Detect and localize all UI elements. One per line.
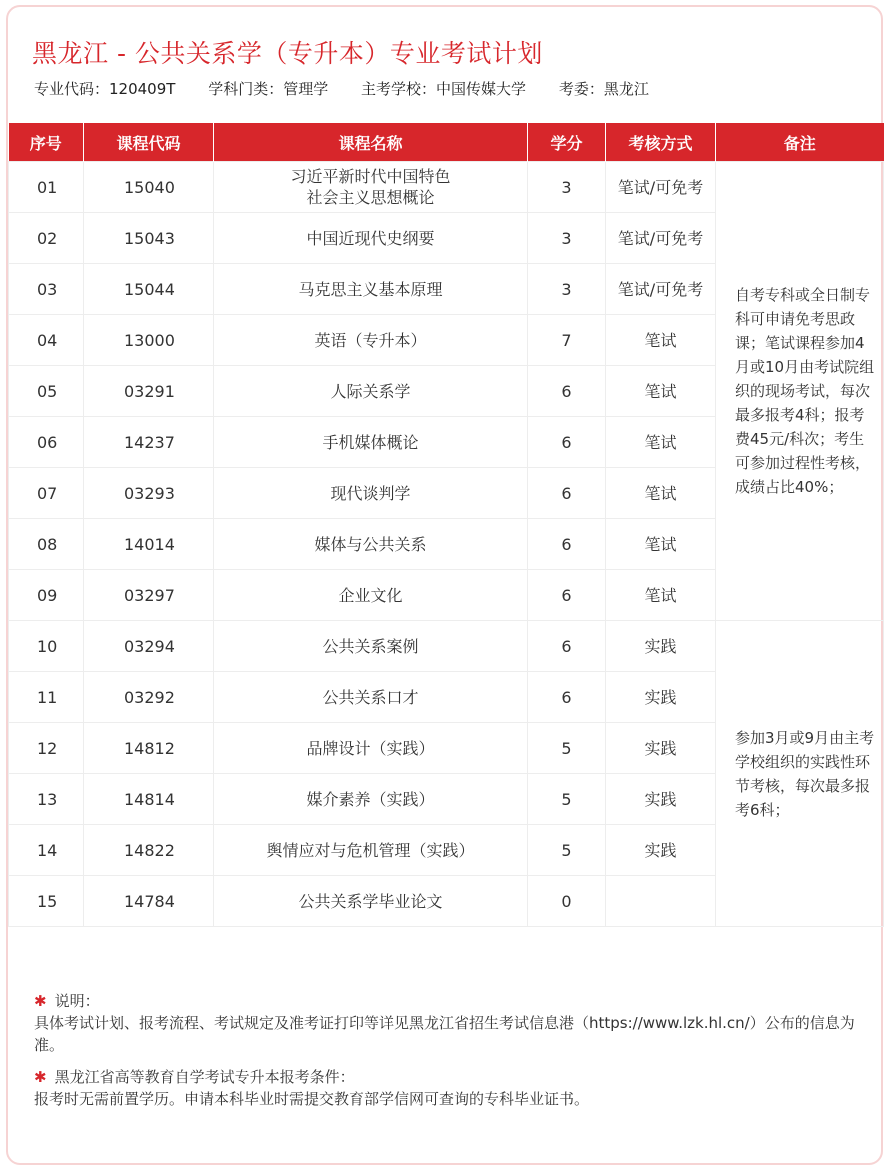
exam-committee: 考委：黑龙江	[558, 80, 649, 98]
cell-credit: 6	[528, 468, 606, 519]
asterisk-icon: ✱	[34, 1068, 47, 1086]
cell-method: 笔试/可免考	[606, 162, 716, 213]
cell-no: 10	[9, 621, 84, 672]
cell-method: 笔试/可免考	[606, 264, 716, 315]
cell-credit: 6	[528, 621, 606, 672]
cell-credit: 3	[528, 162, 606, 213]
cell-no: 09	[9, 570, 84, 621]
cell-course-name: 公共关系案例	[214, 621, 528, 672]
cell-course-name: 现代谈判学	[214, 468, 528, 519]
cell-credit: 7	[528, 315, 606, 366]
cell-no: 07	[9, 468, 84, 519]
cell-course-name: 公共关系口才	[214, 672, 528, 723]
subject-category: 学科门类：管理学	[208, 80, 329, 98]
cell-credit: 6	[528, 417, 606, 468]
cell-code: 03293	[84, 468, 214, 519]
cell-code: 14822	[84, 825, 214, 876]
cell-course-name: 中国近现代史纲要	[214, 213, 528, 264]
cell-no: 11	[9, 672, 84, 723]
cell-code: 15044	[84, 264, 214, 315]
note1-heading: ✱ 说明：	[34, 992, 100, 1010]
cell-code: 14014	[84, 519, 214, 570]
table-header-row	[9, 123, 884, 162]
table-body	[9, 162, 884, 927]
cell-course-name: 公共关系学毕业论文	[214, 876, 528, 927]
cell-code: 03292	[84, 672, 214, 723]
cell-method: 笔试	[606, 417, 716, 468]
cell-method	[606, 876, 716, 927]
cell-no: 02	[9, 213, 84, 264]
cell-method: 实践	[606, 621, 716, 672]
cell-credit: 0	[528, 876, 606, 927]
exam-plan-table	[8, 123, 884, 927]
cell-no: 06	[9, 417, 84, 468]
cell-no: 08	[9, 519, 84, 570]
cell-method: 实践	[606, 723, 716, 774]
cell-method: 实践	[606, 825, 716, 876]
col-header-code: 课程代码	[84, 123, 214, 162]
cell-method: 笔试	[606, 315, 716, 366]
cell-credit: 6	[528, 366, 606, 417]
cell-course-name: 人际关系学	[214, 366, 528, 417]
cell-course-name: 习近平新时代中国特色 社会主义思想概论	[214, 162, 528, 213]
cell-no: 03	[9, 264, 84, 315]
cell-method: 笔试	[606, 519, 716, 570]
cell-credit: 5	[528, 774, 606, 825]
cell-credit: 5	[528, 723, 606, 774]
col-header-no: 序号	[9, 123, 84, 162]
cell-course-name: 英语（专升本）	[214, 315, 528, 366]
cell-method: 笔试/可免考	[606, 213, 716, 264]
page-title: 黑龙江 - 公共关系学（专升本）专业考试计划	[32, 39, 543, 68]
cell-code: 13000	[84, 315, 214, 366]
cell-no: 14	[9, 825, 84, 876]
cell-course-name: 媒介素养（实践）	[214, 774, 528, 825]
cell-credit: 3	[528, 264, 606, 315]
cell-code: 03294	[84, 621, 214, 672]
cell-credit: 6	[528, 672, 606, 723]
table-row	[9, 621, 884, 672]
cell-no: 13	[9, 774, 84, 825]
cell-code: 14814	[84, 774, 214, 825]
cell-no: 05	[9, 366, 84, 417]
cell-method: 笔试	[606, 468, 716, 519]
cell-code: 15040	[84, 162, 214, 213]
cell-method: 实践	[606, 672, 716, 723]
cell-remark: 参加3月或9月由主考学校组织的实践性环节考核，每次最多报考6科；	[716, 621, 884, 927]
cell-method: 笔试	[606, 366, 716, 417]
cell-credit: 6	[528, 570, 606, 621]
footer-notes	[34, 990, 864, 1110]
major-code: 专业代码：120409T	[34, 80, 176, 98]
col-header-credit: 学分	[528, 123, 606, 162]
cell-course-name: 舆情应对与危机管理（实践）	[214, 825, 528, 876]
asterisk-icon: ✱	[34, 992, 47, 1010]
cell-no: 12	[9, 723, 84, 774]
cell-method: 笔试	[606, 570, 716, 621]
col-header-method: 考核方式	[606, 123, 716, 162]
cell-code: 03297	[84, 570, 214, 621]
cell-code: 14237	[84, 417, 214, 468]
cell-credit: 5	[528, 825, 606, 876]
note2-body: 报考时无需前置学历。申请本科毕业时需提交教育部学信网可查询的专科毕业证书。	[34, 1090, 590, 1108]
cell-course-name: 品牌设计（实践）	[214, 723, 528, 774]
note1-body: 具体考试计划、报考流程、考试规定及准考证打印等详见黑龙江省招生考试信息港（https://www.lzk.hl.cn/）公布的信息为准。	[34, 1014, 855, 1054]
cell-course-name: 马克思主义基本原理	[214, 264, 528, 315]
cell-code: 14784	[84, 876, 214, 927]
cell-credit: 3	[528, 213, 606, 264]
cell-remark: 自考专科或全日制专科可申请免考思政课；笔试课程参加4月或10月由考试院组织的现场考试，每次最多报考4科；报考费45元/科次；考生可参加过程性考核，成绩占比40%；	[716, 162, 884, 621]
col-header-note: 备注	[716, 123, 884, 162]
cell-course-name: 企业文化	[214, 570, 528, 621]
cell-course-name: 手机媒体概论	[214, 417, 528, 468]
host-school: 主考学校：中国传媒大学	[361, 80, 527, 98]
cell-credit: 6	[528, 519, 606, 570]
cell-code: 14812	[84, 723, 214, 774]
cell-code: 15043	[84, 213, 214, 264]
cell-code: 03291	[84, 366, 214, 417]
table-row	[9, 162, 884, 213]
cell-no: 15	[9, 876, 84, 927]
cell-course-name: 媒体与公共关系	[214, 519, 528, 570]
cell-no: 01	[9, 162, 84, 213]
note2-heading: ✱ 黑龙江省高等教育自学考试专升本报考条件：	[34, 1068, 355, 1086]
col-header-name: 课程名称	[214, 123, 528, 162]
cell-no: 04	[9, 315, 84, 366]
meta-line	[34, 78, 677, 99]
cell-method: 实践	[606, 774, 716, 825]
